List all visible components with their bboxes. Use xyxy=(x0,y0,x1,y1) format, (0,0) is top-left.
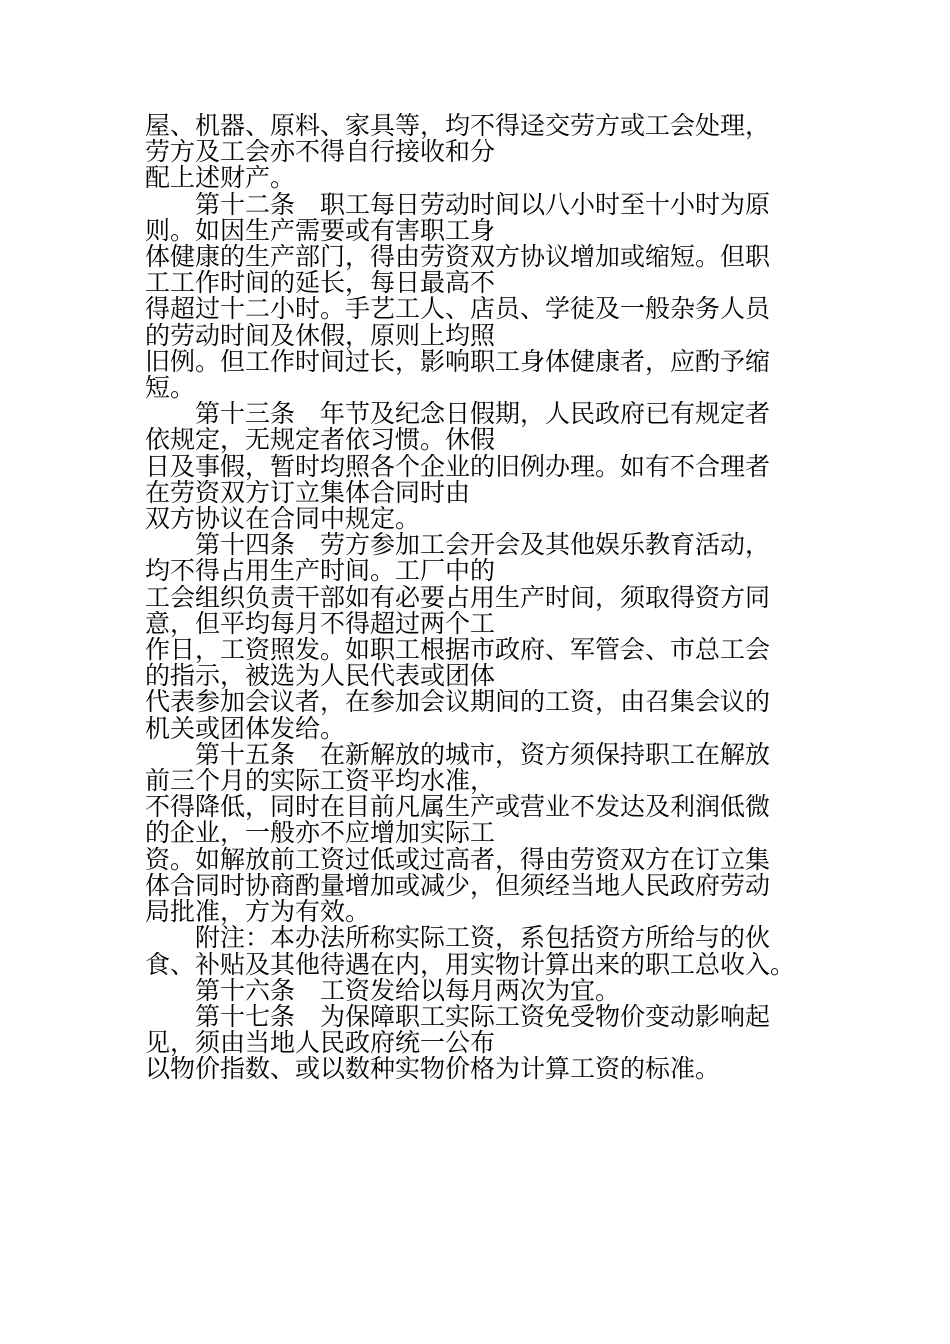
text-line: 第十三条 年节及纪念日假期，人民政府已有规定者 xyxy=(145,401,771,428)
text-line: 劳方及工会亦不得自行接收和分 xyxy=(145,139,496,166)
text-line: 在劳资双方订立集体合同时由 xyxy=(145,479,471,507)
article-15-paragraph xyxy=(145,742,815,925)
text-line: 工会组织负责干部如有必要占用生产时间，须取得资方同 xyxy=(145,584,771,611)
text-line: 日及事假，暂时均照各个企业的旧例办理。如有不合理者 xyxy=(145,453,771,480)
text-line: 配上述财产。 xyxy=(145,165,296,192)
note-paragraph xyxy=(145,925,815,977)
text-line: 作日，工资照发。如职工根据市政府、军管会、市总工会 xyxy=(145,637,771,664)
text-line: 第十五条 在新解放的城市，资方须保持职工在解放 xyxy=(145,741,771,769)
article-12-paragraph xyxy=(145,192,815,402)
text-line: 前三个月的实际工资平均水准， xyxy=(145,768,496,795)
text-line: 意，但平均每月不得超过两个工 xyxy=(145,610,496,638)
text-line: 机关或团体发给。 xyxy=(145,715,346,742)
text-line: 的指示，被选为人民代表或团体 xyxy=(145,663,496,690)
text-line: 附注：本办法所称实际工资，系包括资方所给与的伙 xyxy=(145,925,771,952)
text-line: 第十二条 职工每日劳动时间以八小时至十小时为原 xyxy=(145,191,771,218)
text-line: 第十四条 劳方参加工会开会及其他娱乐教育活动， xyxy=(145,532,771,559)
text-line: 食、补贴及其他待遇在内，用实物计算出来的职工总收入。 xyxy=(145,951,796,978)
text-line: 以物价指数、或以数种实物价格为计算工资的标准。 xyxy=(145,1056,721,1083)
text-line: 屋、机器、原料、家具等，均不得迳交劳方或工会处理， xyxy=(145,113,771,140)
text-line: 体健康的生产部门，得由劳资双方协议增加或缩短。但职 xyxy=(145,244,771,271)
text-line: 双方协议在合同中规定。 xyxy=(145,506,421,533)
text-line: 则。如因生产需要或有害职工身 xyxy=(145,217,496,245)
text-line: 的劳动时间及休假，原则上均照 xyxy=(145,322,496,349)
paragraph-continuation xyxy=(145,113,815,192)
text-line: 依规定，无规定者依习惯。休假 xyxy=(145,427,496,454)
text-line: 得超过十二小时。手艺工人、店员、学徒及一般杂务人员 xyxy=(145,296,771,323)
text-line: 第十六条 工资发给以每月两次为宜。 xyxy=(145,977,621,1004)
text-line: 短。 xyxy=(145,375,196,402)
text-line: 局批准，方为有效。 xyxy=(145,899,371,926)
text-line: 工工作时间的延长，每日最高不 xyxy=(145,270,496,297)
text-line: 见，须由当地人民政府统一公布 xyxy=(145,1030,496,1057)
text-line: 的企业，一般亦不应增加实际工 xyxy=(145,820,496,847)
text-line: 第十七条 为保障职工实际工资免受物价变动影响起 xyxy=(145,1003,771,1031)
article-16-paragraph xyxy=(145,978,815,1004)
document-page xyxy=(145,113,815,1083)
article-17-paragraph xyxy=(145,1004,815,1083)
text-line: 旧例。但工作时间过长，影响职工身体健康者，应酌予缩 xyxy=(145,348,771,376)
text-line: 代表参加会议者，在参加会议期间的工资，由召集会议的 xyxy=(145,689,771,716)
text-line: 资。如解放前工资过低或过高者，得由劳资双方在订立集 xyxy=(145,846,771,873)
article-13-paragraph xyxy=(145,401,815,532)
article-14-paragraph xyxy=(145,532,815,742)
text-line: 体合同时协商酌量增加或减少，但须经当地人民政府劳动 xyxy=(145,872,771,900)
text-line: 不得降低，同时在目前凡属生产或营业不发达及利润低微 xyxy=(145,794,771,821)
text-line: 均不得占用生产时间。工厂中的 xyxy=(145,558,496,585)
